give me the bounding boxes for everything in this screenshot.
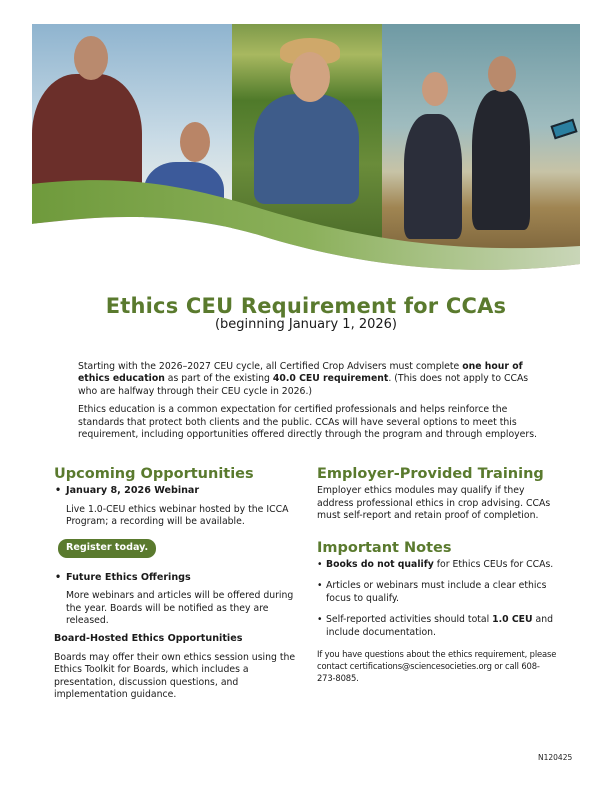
future-offerings-title: Future Ethics Offerings [66,572,191,584]
intro-emphasis: 40.0 CEU requirement [272,373,389,385]
future-offerings-bullet [54,572,298,584]
document-code: N120425 [538,753,573,762]
green-wave-decoration [32,24,580,279]
note-item [317,580,557,605]
bullet-icon: • [55,572,62,584]
contact-info: If you have questions about the ethics requirement, please contact certifications@sciencesocieties.org or call 608-273-8085. [317,649,557,684]
important-notes-heading: Important Notes [317,539,452,556]
note-emphasis: Books do not qualify [326,559,434,571]
board-hosted-heading: Board-Hosted Ethics Opportunities [54,632,243,644]
hero-banner [32,24,580,279]
bullet-icon: • [317,580,323,592]
employer-description: Employer ethics modules may qualify if they address professional ethics in crop advising. CCAs must self-report and retain proof of completion. [317,485,551,522]
employer-heading: Employer-Provided Training [317,466,544,482]
title-block [0,294,612,332]
future-offerings-description: More webinars and articles will be offered during the year. Boards will be notified as they are released. [66,590,294,627]
bullet-icon: • [317,559,323,571]
intro-text: . (This does not apply to CCAs who are halfway through their CEU cycle in 2026.) [78,373,529,397]
intro-emphasis: one hour of ethics education [78,361,523,385]
note-text: Articles or webinars must include a clear ethics focus to qualify. [326,580,547,604]
note-emphasis: 1.0 CEU [492,614,533,626]
note-text: Self-reported activities should total [326,614,493,626]
right-column [317,468,557,684]
upcoming-heading: Upcoming Opportunities [54,466,254,482]
intro-section [78,361,538,447]
board-hosted-description: Boards may offer their own ethics session using the Ethics Toolkit for Boards, which includes a presentation, discussion questions, and implementation guidance. [54,652,296,701]
upcoming-opportunities-column [54,468,298,702]
intro-text: as part of the existing [164,373,273,385]
page-subtitle: (beginning January 1, 2026) [214,317,397,332]
webinar-bullet [54,485,298,497]
webinar-description: Live 1.0-CEU ethics webinar hosted by the ICCA Program; a recording will be available. [66,503,289,528]
intro-paragraph-2: Ethics education is a common expectation for certified professionals and helps reinforce the standards that protect both clients and the public. CCAs will have several options to meet this requirement, including opportunities offered directly through the program and through employers. [78,404,538,441]
intro-text: Starting with the 2026–2027 CEU cycle, all Certified Crop Advisers must complete [78,361,463,372]
intro-paragraph-1 [78,361,538,398]
note-text: for Ethics CEUs for CCAs. [433,559,554,571]
note-text: and include documentation. [326,614,554,638]
important-notes-list [317,559,557,639]
note-item [317,614,557,639]
register-button[interactable]: Register today. [58,539,156,558]
page-title: Ethics CEU Requirement for CCAs [105,294,507,318]
bullet-icon: • [55,485,62,497]
webinar-title: January 8, 2026 Webinar [66,485,200,497]
note-item [317,559,557,571]
bullet-icon: • [317,614,323,626]
